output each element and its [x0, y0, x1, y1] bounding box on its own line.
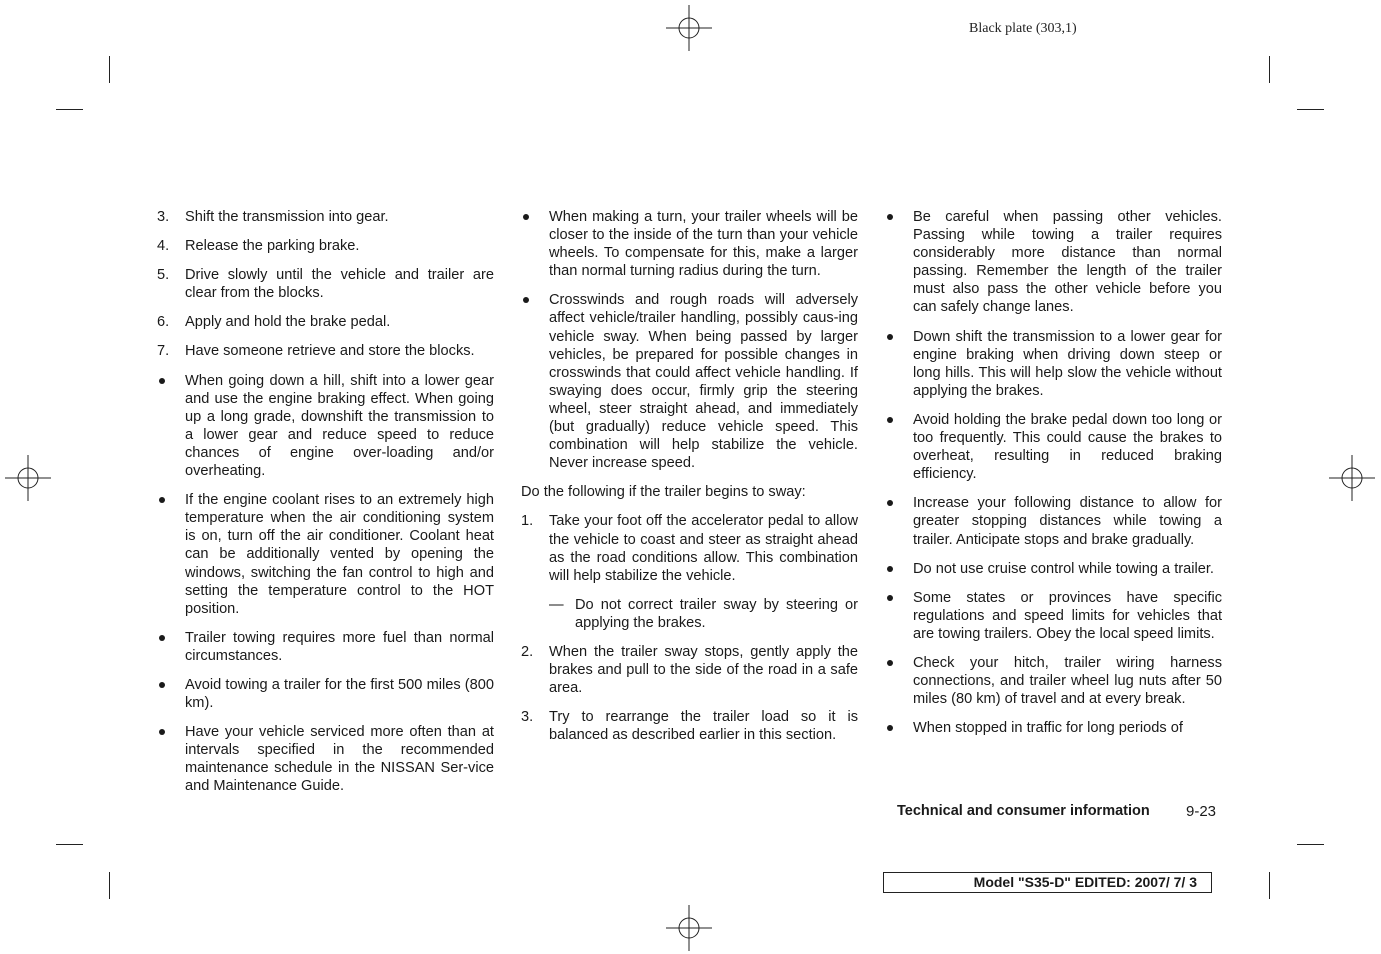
bullet-item — [885, 654, 1222, 708]
registration-mark-left — [5, 455, 51, 501]
bullet-icon — [523, 297, 529, 303]
item-marker: 6. — [157, 314, 170, 331]
bullet-icon — [887, 417, 893, 423]
item-text: Down shift the transmission to a lower gear for engine braking when driving down steep or long hills. This will help slow the vehicle without applying the brakes. — [913, 328, 1222, 399]
bullet-item — [885, 208, 1222, 317]
bullet-icon — [159, 682, 165, 688]
crop-mark — [109, 872, 110, 899]
item-text: When making a turn, your trailer wheels will be closer to the inside of the turn than your vehicle wheels. To compensate for this, make a larger than normal turning radius during the turn. — [549, 209, 858, 280]
item-marker: 3. — [157, 209, 170, 225]
crop-mark — [1297, 109, 1324, 110]
bullet-icon — [159, 729, 165, 735]
bullet-icon — [887, 500, 893, 506]
crop-mark — [56, 109, 83, 110]
item-marker: 4. — [157, 238, 170, 255]
item-text: Increase your following distance to allow for greater stopping distances while towing a trailer. Anticipate stops and brake gradually. — [913, 495, 1222, 548]
bullet-item — [157, 676, 494, 712]
registration-mark-bottom — [666, 905, 712, 951]
item-text: Take your foot off the accelerator pedal to allow the vehicle to coast and steer as straight ahead as the road conditions allow. This combination will help stabilize the vehicle. — [549, 513, 858, 584]
item-text: If the engine coolant rises to an extremely high temperature when the air conditioning system is on, turn off the air conditioner. Coolant heat can be additionally vented by opening the windows, switching the fan control to high and setting the temperature control to the HOT position. — [185, 492, 494, 617]
bullet-item — [885, 494, 1222, 548]
bullet-item — [157, 372, 494, 481]
item-text: Apply and hold the brake pedal. — [185, 314, 391, 331]
column-3 — [885, 208, 1222, 748]
bullet-item — [885, 560, 1222, 578]
item-text: Do not correct trailer sway by steering or applying the brakes. — [575, 596, 858, 631]
bullet-item — [521, 208, 858, 280]
item-text: Release the parking brake. — [185, 238, 360, 255]
item-text: Have someone retrieve and store the blocks. — [185, 343, 475, 360]
crop-mark — [1269, 872, 1270, 899]
item-text: When stopped in traffic for long periods of — [913, 720, 1183, 737]
crop-mark — [109, 56, 110, 83]
item-text: Shift the transmission into gear. — [185, 209, 389, 225]
sub-item — [521, 596, 858, 632]
item-marker: 5. — [157, 267, 170, 284]
bullet-icon — [887, 566, 893, 572]
numbered-item — [157, 266, 494, 302]
item-marker: — — [549, 596, 564, 613]
item-text: Be careful when passing other vehicles. Passing while towing a trailer requires considerably more distance than normal passing. Remember the length of the trailer must also pass the other vehicle before you can safely change lanes. — [913, 209, 1222, 316]
item-marker: 2. — [521, 643, 534, 660]
item-text: Drive slowly until the vehicle and trailer are clear from the blocks. — [185, 267, 494, 302]
item-text: When the trailer sway stops, gently apply the brakes and pull to the side of the road in a safe area. — [549, 643, 858, 697]
registration-mark-right — [1329, 455, 1375, 501]
item-text: Try to rearrange the trailer load so it is balanced as described earlier in this section. — [549, 709, 858, 744]
bullet-item — [157, 491, 494, 618]
crop-mark — [1297, 844, 1324, 845]
numbered-item — [521, 643, 858, 697]
item-marker: 7. — [157, 343, 170, 360]
bullet-icon — [159, 497, 165, 503]
bullet-icon — [887, 595, 893, 601]
bullet-icon — [159, 635, 165, 641]
column-1 — [157, 208, 494, 807]
numbered-item — [157, 208, 494, 226]
bullet-icon — [887, 334, 893, 340]
numbered-item — [157, 237, 494, 255]
item-text: Avoid towing a trailer for the first 500 miles (800 km). — [185, 676, 494, 712]
bullet-icon — [523, 214, 529, 220]
item-text: Avoid holding the brake pedal down too long or too frequently. This could cause the brakes to overheat, resulting in reduced braking efficiency. — [913, 411, 1222, 483]
item-marker: 1. — [521, 513, 534, 530]
bullet-item — [157, 629, 494, 665]
page-number: 9-23 — [1186, 803, 1217, 820]
registration-mark-top — [666, 5, 712, 51]
item-text: Some states or provinces have specific regulations and speed limits for vehicles that are towing trailers. Obey the local speed limits. — [913, 589, 1222, 642]
bullet-item — [521, 291, 858, 472]
crop-mark — [1269, 56, 1270, 83]
crop-mark — [56, 844, 83, 845]
item-text: Trailer towing requires more fuel than normal circumstances. — [185, 629, 494, 664]
model-edit-stamp: Model "S35-D" EDITED: 2007/ 7/ 3 — [883, 872, 1212, 893]
column-2 — [521, 208, 858, 755]
bullet-icon — [887, 660, 893, 666]
bullet-item — [885, 411, 1222, 483]
paragraph: Do the following if the trailer begins to sway: — [521, 484, 806, 501]
item-text: Have your vehicle serviced more often than at intervals specified in the recommended maintenance schedule in the NISSAN Ser-vice and Maintenance Guide. — [185, 724, 494, 795]
item-text: Crosswinds and rough roads will adversely affect vehicle/trailer handling, possibly caus-ing vehicle sway. When being passed by larger vehicles, be prepared for possible changes in crosswinds that could affect vehicle handling. If swaying does occur, firmly grip the steering wheel, steer straight ahead, and immediately (but gradually) reduce vehicle speed. This combination will help stabilize the vehicle. Never increase speed. — [549, 292, 858, 472]
plate-label: Black plate (303,1) — [969, 21, 1077, 36]
bullet-icon — [887, 214, 893, 220]
item-text: Do not use cruise control while towing a trailer. — [913, 560, 1214, 577]
bullet-item — [885, 328, 1222, 400]
numbered-item — [521, 512, 858, 584]
bullet-item — [885, 589, 1222, 643]
numbered-item — [521, 708, 858, 744]
numbered-item — [157, 342, 494, 360]
section-title: Technical and consumer information — [897, 803, 1150, 819]
bullet-item — [885, 719, 1222, 737]
item-text: When going down a hill, shift into a lower gear and use the engine braking effect. When going up a long grade, downshift the transmission to a lower gear and reduce speed to reduce chances of engine over-loading and/or overheating. — [185, 372, 494, 480]
bullet-icon — [159, 378, 165, 384]
numbered-item — [157, 313, 494, 331]
item-text: Check your hitch, trailer wiring harness connections, and trailer wheel lug nuts after 50 miles (80 km) of travel and at every break. — [913, 654, 1222, 708]
bullet-item — [157, 723, 494, 795]
item-marker: 3. — [521, 709, 534, 726]
bullet-icon — [887, 725, 893, 731]
